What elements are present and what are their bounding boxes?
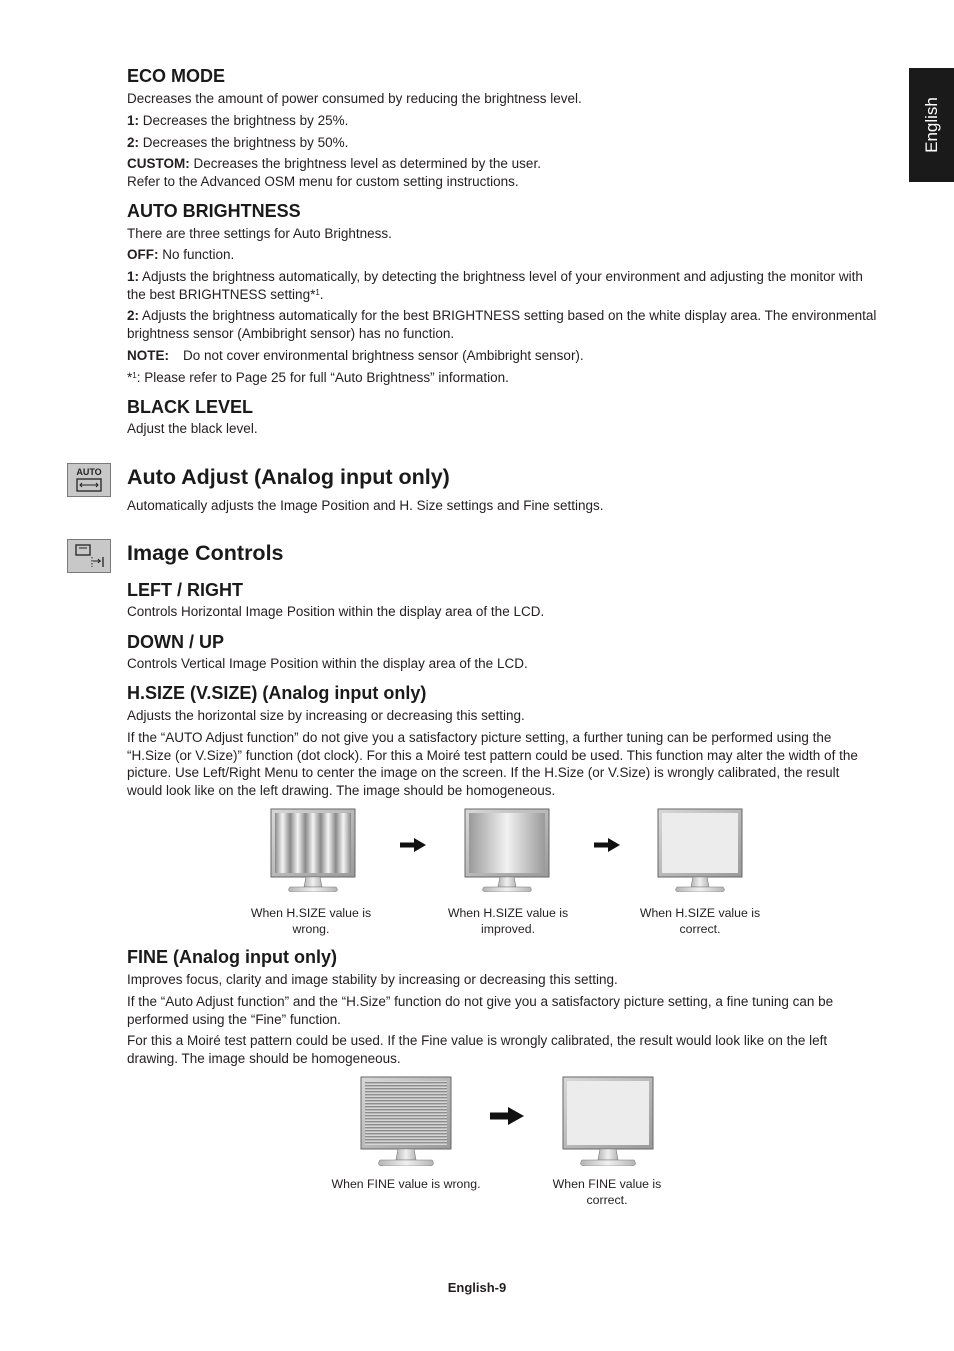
monitor-hsize-improved bbox=[464, 808, 550, 892]
monitor-hsize-wrong bbox=[270, 808, 356, 892]
black-level-text: Adjust the black level. bbox=[127, 421, 258, 436]
arrow-right-icon bbox=[400, 838, 426, 852]
caption-fine-wrong: When FINE value is wrong. bbox=[331, 1177, 481, 1191]
hsize-text-1: Adjusts the horizontal size by increasing or decreasing this setting. bbox=[127, 708, 525, 723]
hsize-text-2: If the “AUTO Adjust function” do not give you a satisfactory picture setting, a further tuning can be performed using the “H.Size (or V.Size)” function (dot clock). For this a Moiré test pattern could be used. This function may alter the width of the picture. Use Left/Right Menu to center the image on the screen. If the H.Size (or V.Size) is wrongly calibrated, the result would look like on the left drawing. The image should be homogeneous. bbox=[127, 730, 858, 798]
caption-hsize-improved: When H.SIZE value is improved. bbox=[447, 906, 569, 936]
svg-text:AUTO: AUTO bbox=[76, 467, 102, 477]
auto-brightness-option-1: 1: Adjusts the brightness automatically, by detecting the brightness level of your environment and adjusting the monitor with the best BRIGHTNESS setting*$^1$. bbox=[127, 269, 863, 302]
auto-brightness-footnote: *$^1$: Please refer to Page 25 for full “Auto Brightness” information. bbox=[127, 370, 509, 385]
arrow-right-icon bbox=[594, 838, 620, 852]
monitor-fine-correct bbox=[562, 1076, 654, 1166]
auto-adjust-icon bbox=[67, 463, 111, 497]
auto-adjust-heading: Auto Adjust (Analog input only) bbox=[127, 465, 450, 489]
page-number: English-9 bbox=[447, 1280, 507, 1295]
eco-mode-option-2: 2: Decreases the brightness by 50%. bbox=[127, 135, 349, 150]
language-tab-label: English bbox=[921, 97, 941, 153]
eco-mode-heading: ECO MODE bbox=[127, 66, 226, 86]
eco-mode-intro: Decreases the amount of power consumed by reducing the brightness level. bbox=[127, 91, 582, 106]
down-up-text: Controls Vertical Image Position within the display area of the LCD. bbox=[127, 656, 528, 671]
fine-text-3: For this a Moiré test pattern could be used. If the Fine value is wrongly calibrated, the result would look like on the left drawing. The image should be homogeneous. bbox=[127, 1033, 828, 1066]
auto-brightness-option-2: 2: Adjusts the brightness automatically for the best BRIGHTNESS setting based on the white display area. The environmental brightness sensor (Ambibright sensor) has no function. bbox=[127, 308, 877, 341]
auto-brightness-off: OFF: No function. bbox=[127, 247, 235, 262]
eco-mode-custom: CUSTOM: Decreases the brightness level as determined by the user. Refer to the Advanced OSM menu for custom setting instructions. bbox=[127, 156, 541, 189]
auto-brightness-heading: AUTO BRIGHTNESS bbox=[127, 201, 301, 221]
monitor-fine-wrong bbox=[360, 1076, 452, 1166]
caption-fine-correct: When FINE value is correct. bbox=[552, 1177, 662, 1207]
image-controls-icon bbox=[67, 539, 111, 573]
eco-mode-option-1: 1: Decreases the brightness by 25%. bbox=[127, 113, 349, 128]
monitor-hsize-correct bbox=[657, 808, 743, 892]
left-right-heading: LEFT / RIGHT bbox=[127, 580, 243, 600]
left-right-text: Controls Horizontal Image Position within the display area of the LCD. bbox=[127, 604, 545, 619]
fine-heading: FINE (Analog input only) bbox=[127, 947, 337, 967]
fine-text-1: Improves focus, clarity and image stability by increasing or decreasing this setting. bbox=[127, 972, 618, 987]
auto-brightness-note: NOTE: Do not cover environmental brightness sensor (Ambibright sensor). bbox=[127, 348, 584, 363]
black-level-heading: BLACK LEVEL bbox=[127, 397, 253, 417]
caption-hsize-wrong: When H.SIZE value is wrong. bbox=[250, 906, 372, 936]
arrow-right-icon bbox=[490, 1107, 524, 1125]
language-tab bbox=[909, 68, 954, 182]
auto-brightness-intro: There are three settings for Auto Brightness. bbox=[127, 226, 392, 241]
hsize-heading: H.SIZE (V.SIZE) (Analog input only) bbox=[127, 683, 427, 703]
fine-text-2: If the “Auto Adjust function” and the “H.Size” function do not give you a satisfactory picture setting, a fine tuning can be performed using the “Fine” function. bbox=[127, 994, 834, 1027]
image-controls-heading: Image Controls bbox=[127, 541, 284, 565]
auto-adjust-text: Automatically adjusts the Image Position and H. Size settings and Fine settings. bbox=[127, 498, 604, 513]
down-up-heading: DOWN / UP bbox=[127, 632, 224, 652]
caption-hsize-correct: When H.SIZE value is correct. bbox=[639, 906, 761, 936]
